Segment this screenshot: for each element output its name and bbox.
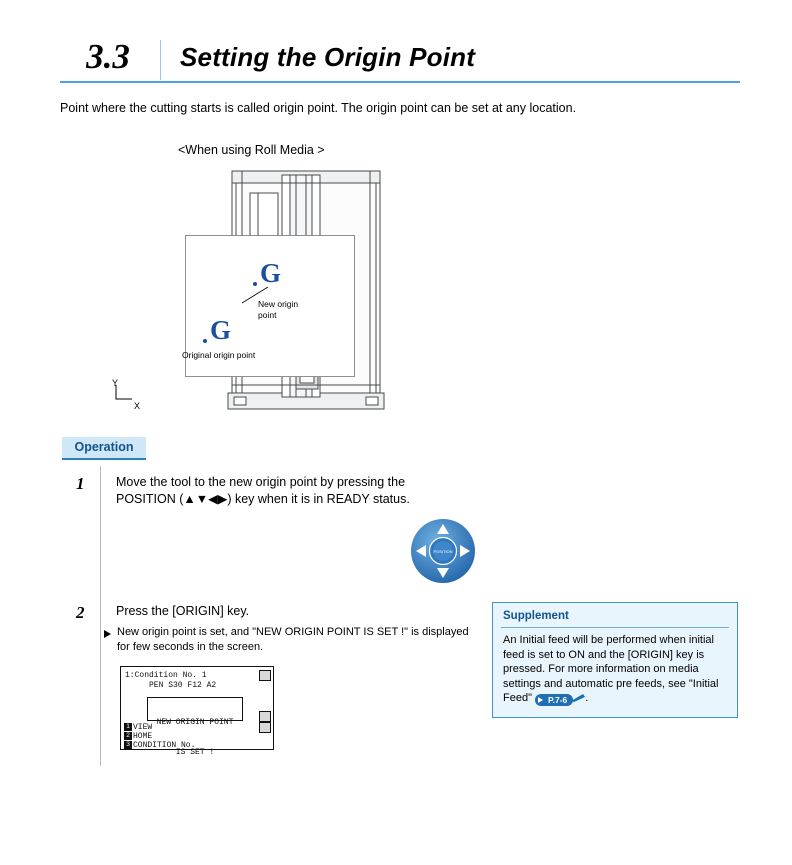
original-origin-mark (210, 315, 230, 346)
page-header (60, 34, 740, 84)
supplement-rule (501, 627, 729, 628)
section-number: 3.3 (86, 37, 130, 76)
lcd-indicator-top (259, 670, 271, 681)
figure-caption: <When using Roll Media > (178, 143, 325, 157)
original-origin-label: Original origin point (182, 350, 256, 360)
step-2-number: 2 (76, 603, 85, 622)
new-origin-letter: G (260, 258, 281, 288)
operation-heading-label: Operation (74, 440, 134, 454)
svg-text:POSITION: POSITION (433, 549, 453, 554)
lcd-display (120, 666, 274, 757)
lcd-indicator-bottom (259, 722, 271, 733)
header-divider (160, 40, 161, 80)
plotter-figure (110, 163, 470, 423)
note-triangle-icon (104, 630, 111, 638)
lcd-indicator-mid (259, 711, 271, 722)
new-origin-label: New origin point (258, 299, 299, 320)
page-reference-link[interactable]: P.7-6 (535, 694, 573, 706)
axis-label-y: Y (112, 378, 119, 388)
supplement-title: Supplement (503, 610, 569, 622)
step-2-note: New origin point is set, and "NEW ORIGIN POINT IS SET !" is displayed for few seconds in the screen. (117, 626, 469, 653)
step-1-text: Move the tool to the new origin point by pressing the POSITION (▲▼◀▶) key when it is in READY status. (116, 475, 410, 506)
supplement-body (503, 633, 729, 706)
lcd-menu-label-1: VIEW (133, 723, 153, 732)
operation-heading (62, 437, 146, 460)
lcd-line-2: PEN S30 F12 A2 (149, 681, 217, 690)
step-2-text: Press the [ORIGIN] key. (116, 604, 250, 618)
page-reference-tail-icon (571, 692, 585, 700)
lcd-menu-label-3: CONDITION No. (133, 741, 196, 750)
supplement-body-text: An Initial feed will be performed when initial feed is set to ON and the [ORIGIN] key is pressed. For more information on media settings and automatic pre feeds, see "Initial Feed" (503, 634, 719, 704)
lcd-message-line-1: NEW ORIGIN POINT (156, 718, 234, 727)
lcd-line-1: 1:Condition No. 1 (125, 671, 207, 680)
lcd-menu-label-2: HOME (133, 732, 153, 741)
intro-paragraph: Point where the cutting starts is called origin point. The origin point can be set at any location. (60, 101, 577, 115)
page-title: Setting the Origin Point (180, 42, 476, 72)
lcd-key-2[interactable]: 2 (124, 732, 132, 740)
position-key-graphic[interactable] (410, 518, 476, 584)
original-origin-letter: G (210, 315, 231, 345)
lcd-key-3[interactable]: 3 (124, 741, 132, 749)
header-rule (60, 81, 740, 83)
supplement-body-text-after: . (585, 692, 589, 704)
supplement-box (492, 602, 738, 718)
lcd-key-1[interactable]: 1 (124, 723, 132, 731)
step-divider-rule (100, 466, 101, 766)
step-1-number: 1 (76, 474, 85, 493)
axis-label-x: X (134, 401, 141, 411)
original-origin-dot (203, 339, 207, 343)
lcd-message-line-2: IS SET ! (175, 748, 215, 757)
